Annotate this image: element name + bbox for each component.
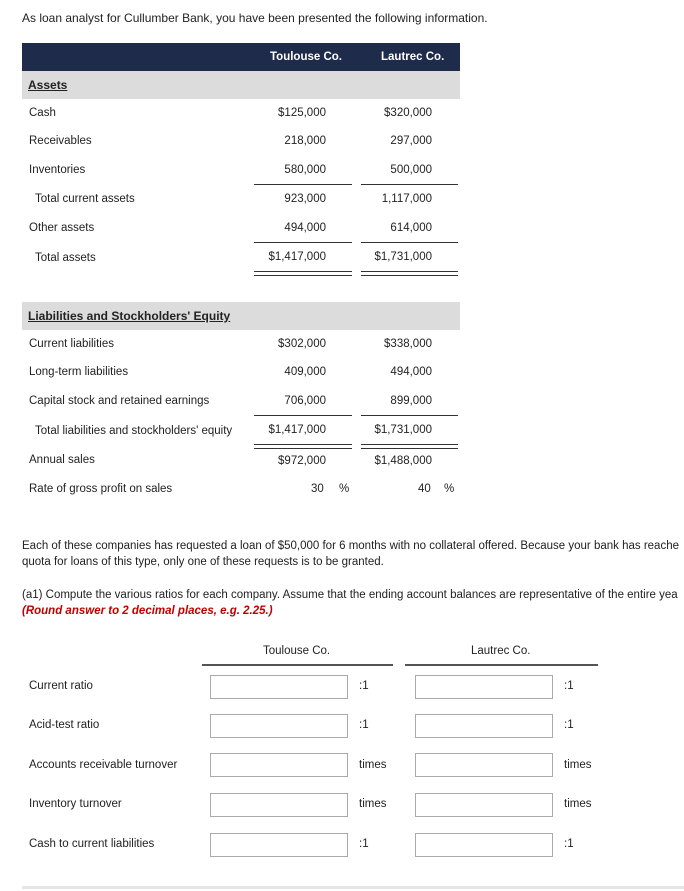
value-lautrec: 500,000: [390, 164, 432, 176]
ratio-unit: times: [359, 759, 387, 771]
ratio-unit: :1: [359, 719, 369, 731]
header-rule: [202, 664, 393, 666]
row-label: Total assets: [35, 252, 96, 264]
row-label: Total liabilities and stockholders' equity: [35, 425, 233, 437]
value-toulouse: 923,000: [284, 193, 326, 205]
row-label: Other assets: [29, 222, 95, 234]
percent-sign: %: [444, 483, 455, 495]
header-rule: [405, 664, 598, 666]
ratio-unit: :1: [359, 838, 369, 850]
value-lautrec: $1,731,000: [374, 251, 432, 263]
acid-test-ratio-lautrec-input[interactable]: [415, 714, 553, 738]
ratio-unit: times: [564, 798, 592, 810]
ratio-col-header-toulouse: Toulouse Co.: [263, 645, 331, 657]
row-label: Inventories: [29, 164, 86, 176]
value-toulouse: 706,000: [284, 395, 326, 407]
value-toulouse: $125,000: [278, 107, 326, 119]
ratio-unit: times: [359, 798, 387, 810]
value-toulouse: 494,000: [284, 222, 326, 234]
ratio-unit: :1: [564, 838, 574, 850]
bottom-rule: [22, 886, 684, 889]
value-lautrec: $338,000: [384, 338, 432, 350]
ratio-label: Accounts receivable turnover: [29, 759, 178, 771]
liabilities-title: Liabilities and Stockholders' Equity: [28, 309, 231, 323]
row-label: Capital stock and retained earnings: [29, 395, 210, 407]
value-toulouse: 580,000: [284, 164, 326, 176]
acid-test-ratio-toulouse-input[interactable]: [210, 714, 348, 738]
value-toulouse: 409,000: [284, 366, 326, 378]
value-lautrec: $1,731,000: [374, 424, 432, 436]
assets-title: Assets: [28, 78, 68, 92]
row-label: Long-term liabilities: [29, 366, 129, 378]
table-header: [22, 43, 460, 71]
row-label: Total current assets: [35, 193, 135, 205]
double-underline: [254, 444, 352, 449]
row-label: Cash: [29, 107, 56, 119]
ar-turnover-lautrec-input[interactable]: [415, 753, 553, 777]
current-ratio-toulouse-input[interactable]: [210, 675, 348, 699]
underline: [361, 415, 458, 416]
ratio-label: Acid-test ratio: [29, 719, 100, 731]
ar-turnover-toulouse-input[interactable]: [210, 753, 348, 777]
liabilities-band: [22, 302, 460, 330]
row-label: Rate of gross profit on sales: [29, 483, 173, 495]
value-lautrec: $320,000: [384, 107, 432, 119]
value-toulouse: $1,417,000: [268, 424, 326, 436]
ratio-unit: :1: [564, 719, 574, 731]
ratio-col-header-lautrec: Lautrec Co.: [471, 645, 531, 657]
col-header-lautrec: Lautrec Co.: [381, 51, 445, 63]
value-lautrec: $1,488,000: [374, 455, 432, 467]
value-lautrec: 40: [418, 483, 431, 495]
underline: [254, 415, 352, 416]
inventory-turnover-lautrec-input[interactable]: [415, 793, 553, 817]
paragraph-line-2: quota for loans of this type, only one of these requests is to be granted.: [22, 556, 384, 568]
value-lautrec: 899,000: [390, 395, 432, 407]
row-label: Receivables: [29, 135, 92, 147]
underline: [361, 242, 458, 243]
value-lautrec: 614,000: [390, 222, 432, 234]
ratio-label: Cash to current liabilities: [29, 838, 155, 850]
col-header-toulouse: Toulouse Co.: [270, 51, 342, 63]
cash-to-cl-toulouse-input[interactable]: [210, 833, 348, 857]
ratio-label: Inventory turnover: [29, 798, 122, 810]
value-lautrec: 494,000: [390, 366, 432, 378]
ratio-label: Current ratio: [29, 680, 93, 692]
double-underline: [254, 271, 352, 276]
question-text: (a1) Compute the various ratios for each company. Assume that the ending account balances are representative of the entire yea: [22, 589, 678, 601]
ratio-unit: times: [564, 759, 592, 771]
assets-band: [22, 71, 460, 99]
underline: [254, 242, 352, 243]
ratio-unit: :1: [564, 680, 574, 692]
cash-to-cl-lautrec-input[interactable]: [415, 833, 553, 857]
rounding-note: (Round answer to 2 decimal places, e.g. 2.25.): [22, 605, 273, 617]
value-lautrec: 297,000: [390, 135, 432, 147]
value-toulouse: 218,000: [284, 135, 326, 147]
value-lautrec: 1,117,000: [381, 193, 432, 205]
double-underline: [361, 444, 458, 449]
current-ratio-lautrec-input[interactable]: [415, 675, 553, 699]
value-toulouse: $1,417,000: [268, 251, 326, 263]
row-label: Current liabilities: [29, 338, 115, 350]
double-underline: [361, 271, 458, 276]
paragraph-line-1: Each of these companies has requested a loan of $50,000 for 6 months with no collateral offered. Because your bank has reache: [22, 540, 679, 552]
value-toulouse: $972,000: [278, 455, 326, 467]
value-toulouse: 30: [311, 483, 324, 495]
row-label: Annual sales: [29, 454, 95, 466]
underline: [361, 184, 458, 185]
intro-text: As loan analyst for Cullumber Bank, you have been presented the following information.: [22, 11, 488, 25]
ratio-unit: :1: [359, 680, 369, 692]
underline: [254, 184, 352, 185]
inventory-turnover-toulouse-input[interactable]: [210, 793, 348, 817]
value-toulouse: $302,000: [278, 338, 326, 350]
percent-sign: %: [339, 483, 350, 495]
